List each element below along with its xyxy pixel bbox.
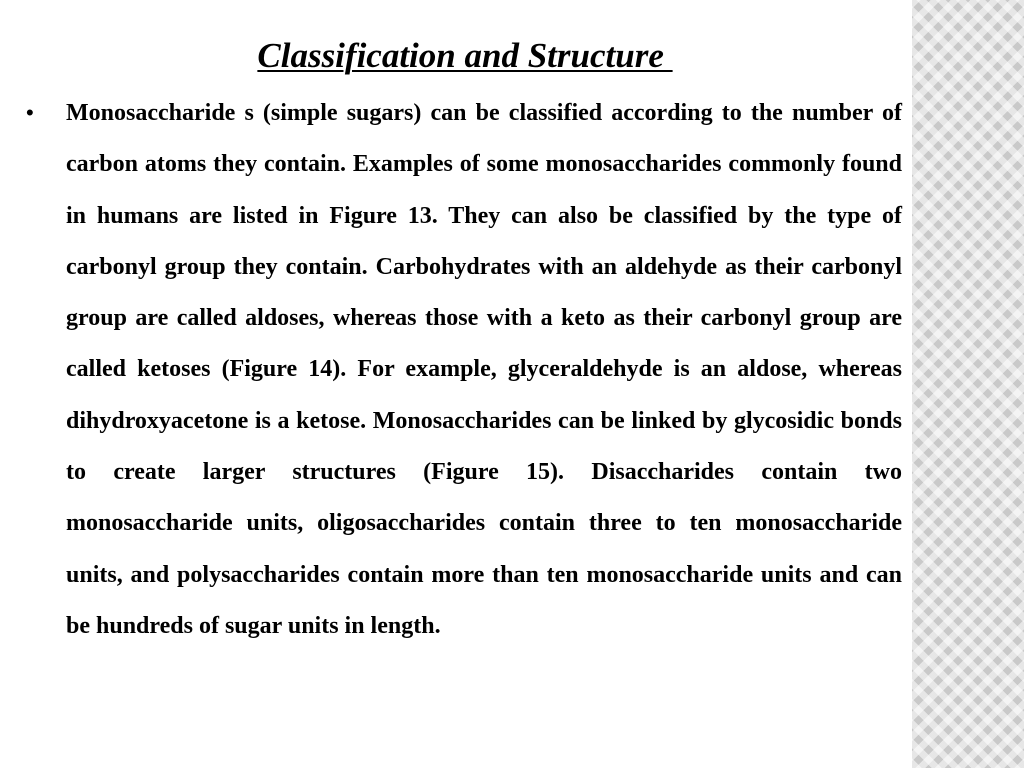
- bullet-icon: •: [26, 100, 34, 125]
- slide-title: [0, 34, 930, 78]
- slide-title-text: Classification and Structure: [257, 36, 673, 75]
- decorative-pattern-sidebar: [912, 0, 1024, 768]
- body-paragraph: Monosaccharide s (simple sugars) can be classified according to the number of carbon atoms they contain. Examples of some monosaccharides commonly found in humans are listed in Figure 13. They can also be classified by the type of carbonyl group they contain. Carbohydrates with an aldehyde as their carbonyl group are called aldoses, whereas those with a keto as their carbonyl group are called ketoses (Figure 14). For example, glyceraldehyde is an aldose, whereas dihydroxyacetone is a ketose. Monosaccharides can be linked by glycosidic bonds to create larger structures (Figure 15). Disaccharides contain two monosaccharide units, oligosaccharides contain three to ten monosaccharide units, and polysaccharides contain more than ten monosaccharide units and can be hundreds of sugar units in length.: [66, 100, 902, 639]
